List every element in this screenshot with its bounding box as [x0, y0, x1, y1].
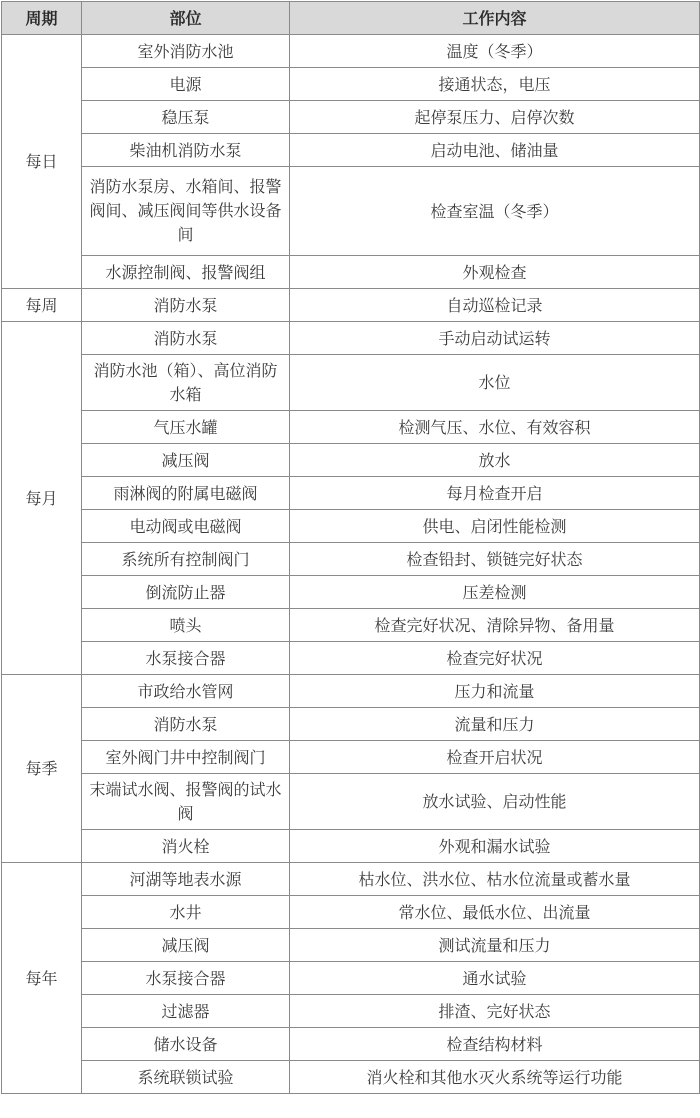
- part-cell: 末端试水阀、报警阀的试水阀: [82, 774, 290, 830]
- table-row: [2, 510, 700, 543]
- part-cell: 减压阀: [82, 929, 290, 962]
- table-row: [2, 995, 700, 1028]
- table-row: [2, 411, 700, 444]
- table-row: [2, 642, 700, 675]
- part-cell: 柴油机消防水泵: [82, 134, 290, 167]
- table-row: [2, 355, 700, 411]
- table-row: [2, 543, 700, 576]
- table-row: [2, 863, 700, 896]
- work-cell: 温度（冬季）: [290, 35, 700, 68]
- work-cell: 排渣、完好状态: [290, 995, 700, 1028]
- header-period: 周期: [2, 2, 82, 35]
- work-cell: 检查室温（冬季）: [290, 167, 700, 256]
- part-cell: 系统所有控制阀门: [82, 543, 290, 576]
- work-cell: 启动电池、储油量: [290, 134, 700, 167]
- part-cell: 消防水泵: [82, 289, 290, 322]
- work-cell: 检测气压、水位、有效容积: [290, 411, 700, 444]
- table-row: [2, 101, 700, 134]
- work-cell: 消火栓和其他水灭火系统等运行功能: [290, 1061, 700, 1094]
- table-row: [2, 1061, 700, 1094]
- work-cell: 每月检查开启: [290, 477, 700, 510]
- work-cell: 手动启动试运转: [290, 322, 700, 355]
- work-cell: 流量和压力: [290, 708, 700, 741]
- part-cell: 储水设备: [82, 1028, 290, 1061]
- part-cell: 消防水泵: [82, 322, 290, 355]
- work-cell: 检查开启状况: [290, 741, 700, 774]
- table-row: [2, 708, 700, 741]
- period-cell-weekly: 每周: [2, 289, 82, 322]
- table-row: [2, 896, 700, 929]
- work-cell: 检查完好状况: [290, 642, 700, 675]
- part-cell: 系统联锁试验: [82, 1061, 290, 1094]
- part-cell: 消火栓: [82, 830, 290, 863]
- part-cell: 水源控制阀、报警阀组: [82, 256, 290, 289]
- table-row: [2, 1028, 700, 1061]
- header-row: [2, 2, 700, 35]
- work-cell: 压差检测: [290, 576, 700, 609]
- work-cell: 常水位、最低水位、出流量: [290, 896, 700, 929]
- table-row: [2, 609, 700, 642]
- table-row: [2, 962, 700, 995]
- table-row: [2, 830, 700, 863]
- work-cell: 压力和流量: [290, 675, 700, 708]
- part-cell: 室外阀门井中控制阀门: [82, 741, 290, 774]
- part-cell: 水泵接合器: [82, 642, 290, 675]
- part-cell: 稳压泵: [82, 101, 290, 134]
- part-cell: 水井: [82, 896, 290, 929]
- work-cell: 水位: [290, 355, 700, 411]
- table-row: [2, 68, 700, 101]
- work-cell: 通水试验: [290, 962, 700, 995]
- work-cell: 供电、启闭性能检测: [290, 510, 700, 543]
- table-row: [2, 35, 700, 68]
- table-row: [2, 256, 700, 289]
- table-row: [2, 444, 700, 477]
- part-cell: 减压阀: [82, 444, 290, 477]
- work-cell: 放水: [290, 444, 700, 477]
- header-work: 工作内容: [290, 2, 700, 35]
- work-cell: 外观和漏水试验: [290, 830, 700, 863]
- period-cell-quarterly: 每季: [2, 675, 82, 863]
- work-cell: 起停泵压力、启停次数: [290, 101, 700, 134]
- part-cell: 河湖等地表水源: [82, 863, 290, 896]
- period-cell-daily: 每日: [2, 35, 82, 289]
- work-cell: 测试流量和压力: [290, 929, 700, 962]
- table-row: [2, 576, 700, 609]
- table-row: [2, 774, 700, 830]
- table-row: [2, 675, 700, 708]
- part-cell: 消防水泵房、水箱间、报警阀间、减压阀间等供水设备间: [82, 167, 290, 256]
- work-cell: 自动巡检记录: [290, 289, 700, 322]
- maintenance-schedule-table: [1, 1, 700, 1094]
- table-row: [2, 322, 700, 355]
- part-cell: 雨淋阀的附属电磁阀: [82, 477, 290, 510]
- work-cell: 检查结构材料: [290, 1028, 700, 1061]
- part-cell: 喷头: [82, 609, 290, 642]
- table-row: [2, 289, 700, 322]
- part-cell: 过滤器: [82, 995, 290, 1028]
- work-cell: 枯水位、洪水位、枯水位流量或蓄水量: [290, 863, 700, 896]
- part-cell: 气压水罐: [82, 411, 290, 444]
- table-row: [2, 741, 700, 774]
- period-cell-yearly: 每年: [2, 863, 82, 1094]
- header-part: 部位: [82, 2, 290, 35]
- part-cell: 电源: [82, 68, 290, 101]
- period-cell-monthly: 每月: [2, 322, 82, 675]
- part-cell: 倒流防止器: [82, 576, 290, 609]
- table-row: [2, 929, 700, 962]
- part-cell: 水泵接合器: [82, 962, 290, 995]
- work-cell: 外观检查: [290, 256, 700, 289]
- work-cell: 检查铅封、锁链完好状态: [290, 543, 700, 576]
- table-row: [2, 167, 700, 256]
- work-cell: 放水试验、启动性能: [290, 774, 700, 830]
- work-cell: 接通状态，电压: [290, 68, 700, 101]
- table-row: [2, 477, 700, 510]
- part-cell: 消防水池（箱）、高位消防水箱: [82, 355, 290, 411]
- table-row: [2, 134, 700, 167]
- part-cell: 电动阀或电磁阀: [82, 510, 290, 543]
- part-cell: 消防水泵: [82, 708, 290, 741]
- part-cell: 室外消防水池: [82, 35, 290, 68]
- part-cell: 市政给水管网: [82, 675, 290, 708]
- work-cell: 检查完好状况、清除异物、备用量: [290, 609, 700, 642]
